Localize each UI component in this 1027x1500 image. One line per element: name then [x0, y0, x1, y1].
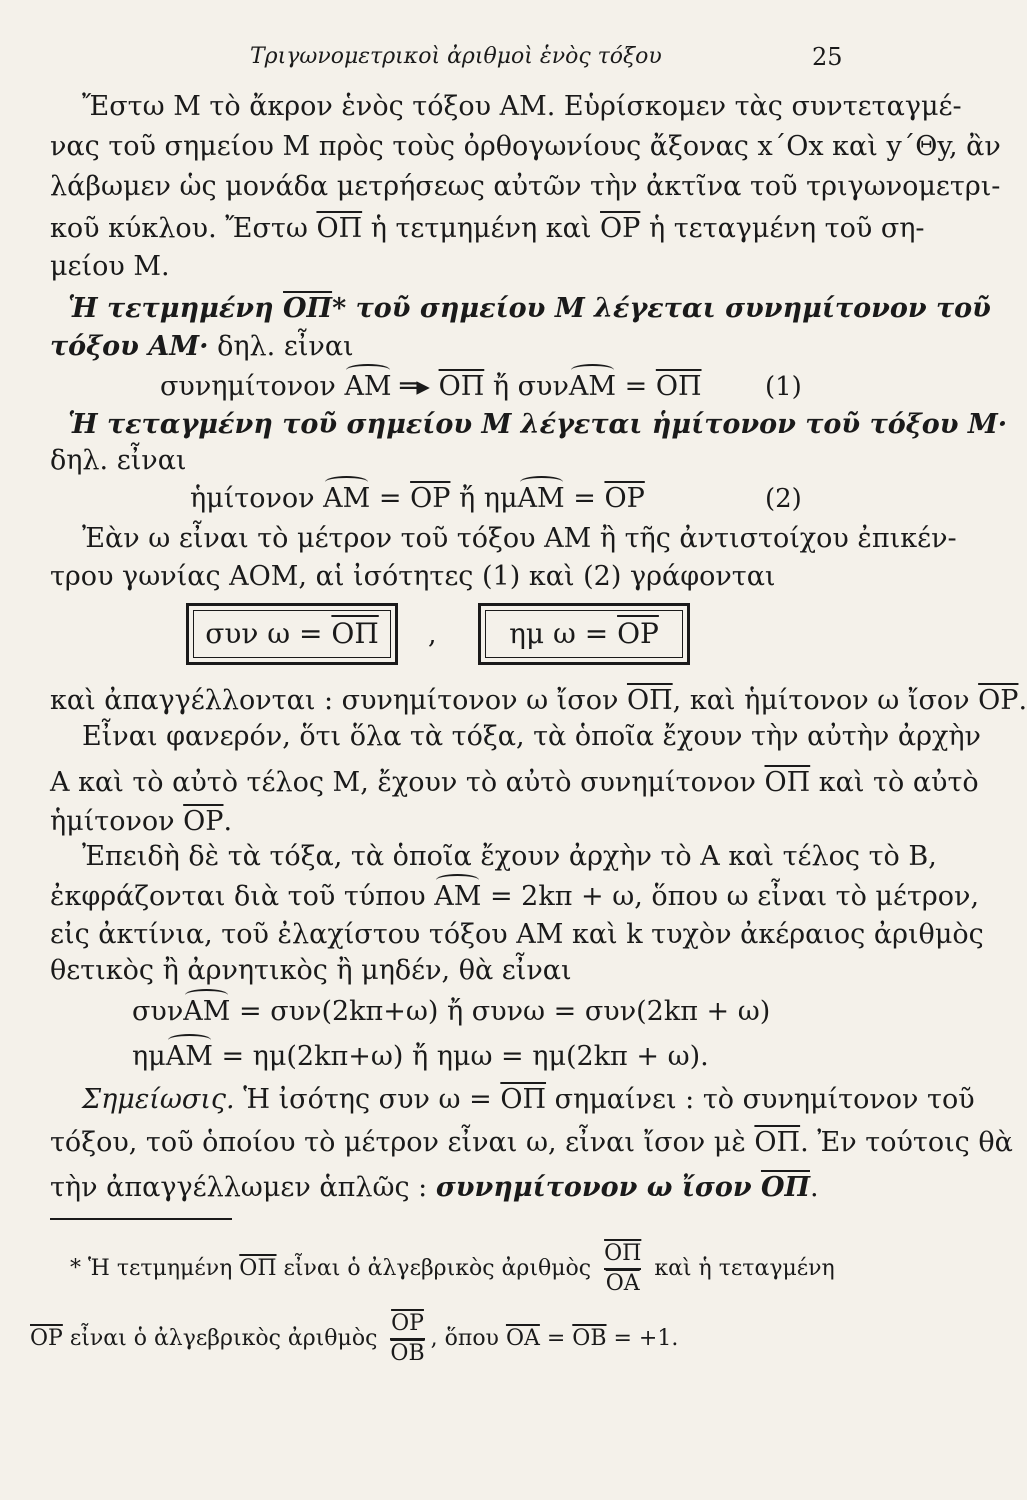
intro-line-3: λάβωμεν ὡς μονάδα μετρήσεως αὐτῶν τὴν ἀκτῖνα τοῦ τριγωνομετρι- — [50, 171, 1001, 202]
since-line-1: Ἐπειδὴ δὲ τὰ τόξα, τὰ ὁποῖα ἔχουν ἀρχὴν τὸ Α καὶ τέλος τὸ Β, — [82, 841, 937, 872]
remark-line-3: τὴν ἀπαγγέλλωμεν ἁπλῶς : συνημίτονον ω ἴσον $\overline{O\Pi}$. — [50, 1172, 819, 1203]
obvious-line-2: Α καὶ τὸ αὐτὸ τέλος Μ, ἔχουν τὸ αὐτὸ συνημίτονον $\overline{O\Pi}$ καὶ τὸ αὐτὸ — [50, 767, 979, 798]
def-cos-line-2: τόξου ΑΜ· δηλ. εἶναι — [50, 331, 354, 362]
fraction-or-over-ob: $\frac{\overline{OP}}{OB}$ — [390, 1311, 425, 1366]
boxed-cos-formula: συν $\omega = \overline{O\Pi}$ — [186, 603, 398, 665]
remark-label: Σημείωσις. — [82, 1084, 235, 1115]
cos-definition-equation: συνημίτονον ΑΜ ═▸ $\overline{O\Pi}$ ἤ $\sigma\upsilon\nu AM = \overline{O\Pi}$ — [160, 371, 702, 402]
footnote-line-2: $\overline{OP}$ εἶναι ὁ ἀλγεβρικὸς ἀριθμὸς $\frac{\overline{OP}}{OB}$ , ὅπου $\overline{OA} = \overline{OB} = +1$. — [30, 1311, 679, 1366]
def-cos-line-1: Ἡ τετμημένη $\overline{O\Pi}*$ τοῦ σημείου Μ λέγεται συνημίτονον τοῦ — [68, 293, 991, 324]
remark-line-2: τόξου, τοῦ ὁποίου τὸ μέτρον εἶναι ω, εἶναι ἴσον μὲ $\overline{O\Pi}$. Ἐν τούτοις θὰ — [50, 1127, 1013, 1158]
running-title: Τριγωνομετρικοὶ ἀριθμοὶ ἑνὸς τόξου — [250, 44, 662, 69]
footnote-line-1: * Ἡ τετμημένη $\overline{O\Pi}$ εἶναι ὁ ἀλγεβρικὸς ἀριθμὸς $\frac{\overline{O\Pi}}{OA}$ καὶ ἡ τεταγμένη — [70, 1241, 835, 1296]
box-separator-comma: , — [428, 619, 437, 650]
intro-line-4: κοῦ κύκλου. Ἔστω $\overline{O\Pi}$ ἡ τετμημένη καὶ $\overline{OP}$ ἡ τεταγμένη τοῦ ση- — [50, 213, 925, 244]
def-sin-line-2: δηλ. εἶναι — [50, 445, 187, 476]
fraction-op-over-oa: $\frac{\overline{O\Pi}}{OA}$ — [604, 1241, 642, 1296]
segment-or: $\overline{OP}$ — [600, 213, 641, 244]
equation-number-2: (2) — [765, 484, 802, 514]
read-line: καὶ ἀπαγγέλλονται : συνημίτονον ω ἴσον $\overline{O\Pi}$, καὶ ἡμίτονον ω ἴσον $\overline{OP}$. — [50, 685, 1027, 716]
since-line-3: εἰς ἀκτίνια, τοῦ ἐλαχίστου τόξου ΑΜ καὶ k τυχὸν ἀκέραιος ἀριθμὸς — [50, 919, 984, 950]
measure-line-2: τρου γωνίας ΑΟΜ, αἱ ἰσότητες (1) καὶ (2) γράφονται — [50, 561, 776, 592]
intro-line-5: μείου Μ. — [50, 251, 170, 282]
since-line-2: ἐκφράζονται διὰ τοῦ τύπου ΑΜ = 2kπ + ω, ὅπου ω εἶναι τὸ μέτρον, — [50, 881, 980, 912]
since-line-4: θετικὸς ἢ ἀρνητικὸς ἢ μηδέν, θὰ εἶναι — [50, 955, 572, 986]
boxed-sin-formula: ημ $\omega = \overline{OP}$ — [478, 603, 690, 665]
arc-am: ΑΜ — [344, 371, 392, 402]
intro-line-2: νας τοῦ σημείου Μ πρὸς τοὺς ὀρθογωνίους ἄξονας x΄Ox καὶ y΄Θy, ἂν — [50, 131, 1001, 162]
equation-number-1: (1) — [765, 372, 802, 402]
def-sin-line-1: Ἡ τεταγμένη τοῦ σημείου Μ λέγεται ἡμίτονον τοῦ τόξου Μ· — [68, 409, 1008, 440]
formula-sin-periodicity: ημΑΜ = ημ(2kπ+ω) ἤ ημω = ημ(2kπ + ω). — [132, 1041, 709, 1072]
intro-line-1: Ἔστω Μ τὸ ἄκρον ἑνὸς τόξου ΑΜ. Εὑρίσκομεν τὰς συντεταγμέ- — [82, 91, 962, 122]
page-number: 25 — [812, 43, 843, 71]
segment-op: $\overline{O\Pi}$ — [316, 213, 363, 244]
obvious-line-3: ἡμίτονον $\overline{OP}$. — [50, 806, 233, 837]
sin-definition-equation: ἡμίτονον $AM = \overline{OP}$ ἤ $\eta\mu AM = \overline{OP}$ — [190, 483, 645, 514]
formula-cos-periodicity: συνΑΜ = συν(2kπ+ω) ἤ συνω = συν(2kπ + ω) — [132, 996, 771, 1027]
measure-line-1: Ἐὰν ω εἶναι τὸ μέτρον τοῦ τόξου ΑΜ ἢ τῆς ἀντιστοίχου ἐπικέν- — [82, 523, 957, 554]
footnote-rule — [50, 1218, 232, 1220]
obvious-line-1: Εἶναι φανερόν, ὅτι ὅλα τὰ τόξα, τὰ ὁποῖα ἔχουν τὴν αὐτὴν ἀρχὴν — [82, 721, 981, 752]
remark-line-1: Σημείωσις. Ἡ ἰσότης συν $\omega = \overline{O\Pi}$ σημαίνει : τὸ συνημίτονον τοῦ — [82, 1084, 975, 1115]
